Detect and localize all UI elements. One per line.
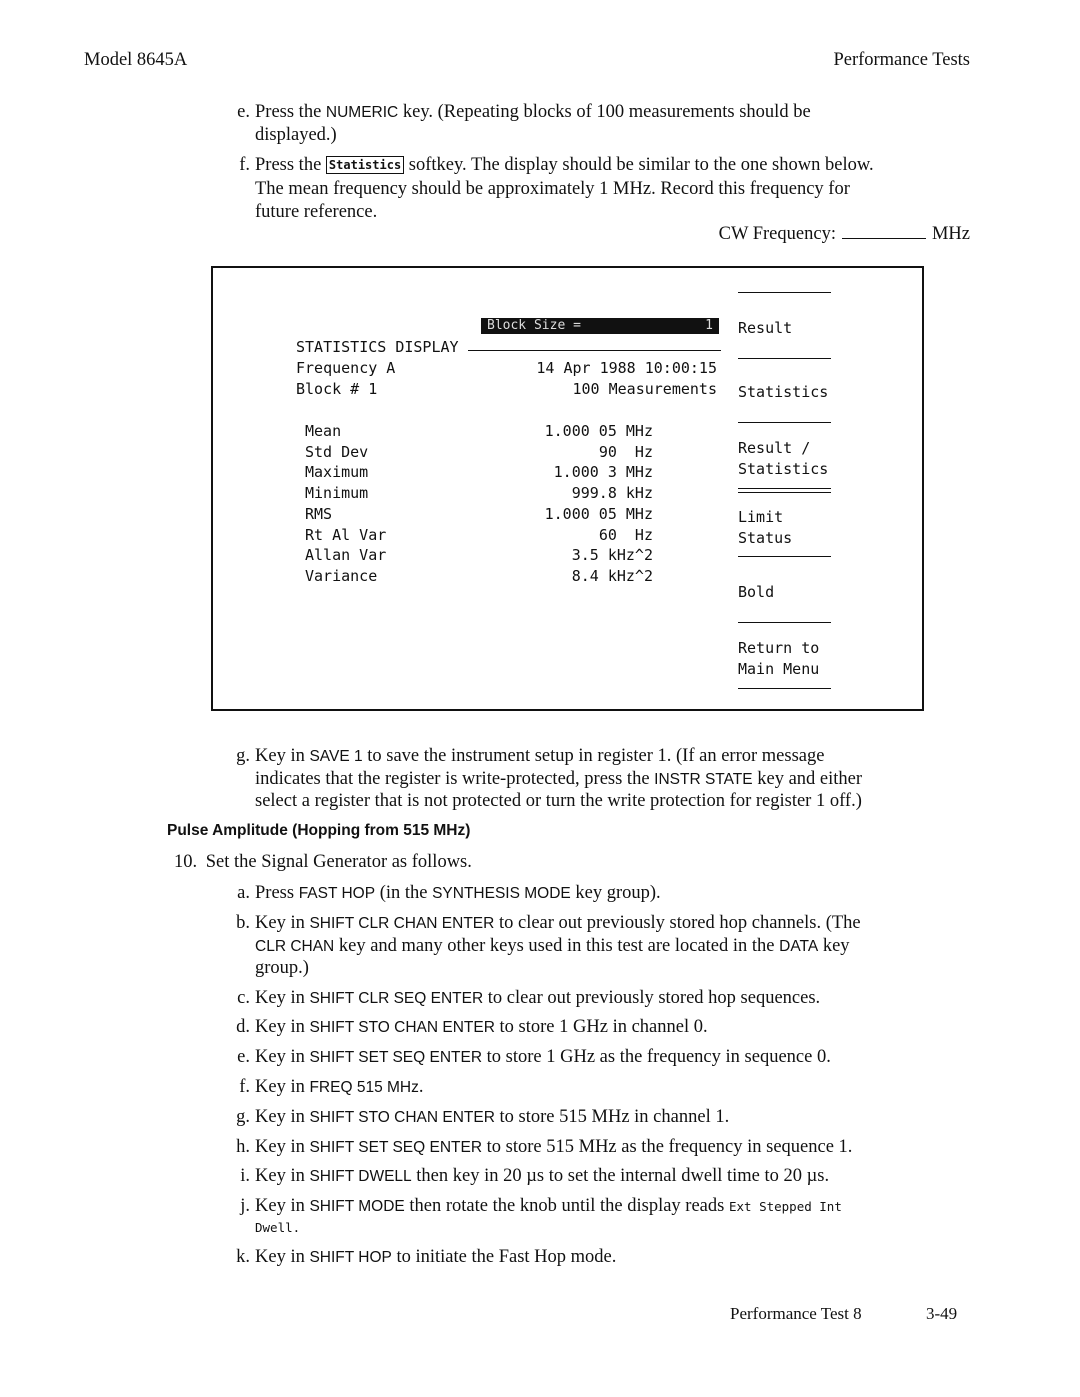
header-section: Performance Tests (833, 50, 970, 70)
step-label: i. (240, 1166, 250, 1186)
header-model: Model 8645A (84, 50, 188, 70)
statistics-screen (211, 266, 924, 711)
step-text: to clear out previously stored hop channels. (The (494, 913, 861, 933)
stat-value: 3.5 kHz^2 (571, 546, 653, 565)
block-size-bar (481, 318, 719, 334)
cw-frequency-unit: MHz (931, 224, 970, 244)
step-text: to store 515 MHz in channel 1. (494, 1107, 730, 1127)
key-name: FAST HOP (298, 885, 376, 902)
step-text: indicates that the register is write-protected, press the (255, 768, 655, 789)
step-text: key (818, 935, 850, 956)
key-name: NUMERIC (325, 104, 399, 121)
step-text: to clear out previously stored hop sequences. (483, 988, 821, 1008)
key-name: SYNTHESIS MODE (432, 885, 571, 902)
step-text-line (255, 178, 850, 200)
step-label: j. (240, 1196, 250, 1216)
stat-value: 90 Hz (598, 442, 653, 461)
step-text: Dwell. (255, 1220, 301, 1235)
step-label: f. (239, 1077, 250, 1097)
softkey-divider (738, 358, 831, 359)
step-text: Key in (255, 913, 310, 933)
softkey-divider (738, 488, 831, 489)
step-text-line (255, 1016, 708, 1039)
step-text: Key in (255, 1017, 310, 1037)
step-text: Key in (255, 1247, 310, 1267)
step-10 (174, 852, 472, 873)
step-text: to store 1 GHz as the frequency in sequence 0. (482, 1047, 831, 1067)
step-10-text: Set the Signal Generator as follows. (205, 852, 472, 872)
key-name: SHIFT CLR CHAN ENTER (309, 915, 495, 932)
softkey-divider (738, 292, 831, 293)
step-text-line (255, 1076, 423, 1099)
key-name: CLR CHAN (255, 937, 335, 955)
softkey-return-line2: Main Menu (738, 660, 820, 678)
step-label: a. (237, 883, 250, 903)
step-label: f. (239, 155, 250, 175)
step-text: to store 515 MHz as the frequency in sequence 1. (482, 1137, 853, 1157)
step-text: select a register that is not protected or turn the write protection for register 1 off.) (255, 791, 862, 811)
step-text: Key in (255, 1077, 310, 1097)
stat-name: Rt Al Var (305, 525, 387, 544)
step-text: key and many other keys used in this test are located in the (334, 935, 780, 956)
step-text-line (255, 1165, 829, 1188)
step-text: softkey. The display should be similar to the one shown below. (404, 155, 874, 175)
stat-value: 1.000 05 MHz (544, 422, 653, 440)
subheading: Pulse Amplitude (Hopping from 515 MHz) (167, 822, 471, 839)
softkey-result-statistics-line2: Statistics (738, 460, 829, 478)
step-text-line (255, 124, 337, 146)
softkey-bold[interactable]: Bold (738, 583, 775, 601)
softkey-divider (738, 492, 831, 493)
step-text: Key in (255, 1137, 310, 1157)
key-name: DATA (779, 937, 819, 955)
step-text: to save the instrument setup in register 1. (If an error message (362, 746, 825, 766)
step-label: c. (237, 988, 250, 1008)
key-name: INSTR STATE (654, 770, 753, 788)
step-10-label: 10. (174, 852, 198, 872)
step-text: Press the (255, 155, 326, 175)
softkey-return-line1: Return to (738, 639, 820, 657)
footer-test: Performance Test 8 (730, 1304, 862, 1323)
step-text: then rotate the knob until the display reads (404, 1196, 729, 1216)
stat-name: Mean (305, 422, 342, 440)
screen-channel: Frequency A (296, 359, 396, 377)
softkey-limit-status-line2: Status (738, 529, 793, 547)
key-name: SHIFT SET SEQ ENTER (309, 1139, 483, 1156)
softkey-divider (738, 622, 831, 623)
step-label: d. (236, 1017, 250, 1037)
block-size-label: Block Size = (487, 318, 581, 333)
step-text-line (255, 1046, 831, 1069)
stat-value: 1.000 05 MHz (544, 504, 653, 523)
step-text: (in the (375, 883, 433, 903)
stat-value: 999.8 kHz (571, 484, 653, 503)
step-text-line (255, 1246, 616, 1269)
step-text-line (255, 987, 820, 1010)
stat-name: Minimum (305, 484, 369, 503)
statistics-softkey-glyph: Statistics (326, 156, 404, 174)
screen-block: Block # 1 (296, 380, 378, 398)
softkey-statistics[interactable]: Statistics (738, 383, 829, 401)
step-text-line (255, 768, 862, 791)
softkey-divider (738, 688, 831, 689)
key-name: SHIFT SET SEQ ENTER (309, 1049, 483, 1066)
step-text: Key in (255, 746, 310, 766)
step-text: . (418, 1077, 424, 1097)
step-text: Key in (255, 1047, 310, 1067)
step-text: to store 1 GHz in channel 0. (494, 1017, 708, 1037)
step-text-line (255, 957, 309, 979)
title-underline (468, 350, 721, 351)
step-text-line (255, 935, 850, 958)
step-text: Press the (255, 102, 326, 122)
step-label: e. (237, 102, 250, 122)
step-label: g. (236, 1107, 250, 1127)
screen-count: 100 Measurements (572, 380, 717, 398)
stat-value: 8.4 kHz^2 (571, 566, 653, 585)
softkey-result[interactable]: Result (738, 319, 793, 337)
step-text: Key in (255, 1196, 310, 1216)
cw-frequency-label: CW Frequency: (718, 224, 836, 244)
step-text: Key in (255, 988, 310, 1008)
stat-name: Variance (305, 566, 378, 585)
step-text: to initiate the Fast Hop mode. (391, 1247, 617, 1267)
step-text-line (255, 154, 874, 176)
step-text: then key in 20 µs to set the internal dwell time to 20 µs. (411, 1166, 830, 1186)
key-name: SHIFT HOP (309, 1249, 392, 1266)
step-text: key and either (752, 768, 863, 789)
step-text: Key in (255, 1166, 310, 1186)
step-text: future reference. (255, 202, 378, 222)
step-label: h. (236, 1137, 250, 1157)
key-name: SHIFT DWELL (309, 1168, 412, 1185)
softkey-divider (738, 422, 831, 423)
key-name: SHIFT STO CHAN ENTER (309, 1109, 495, 1126)
stat-name: Allan Var (305, 546, 387, 565)
step-text-line (255, 882, 661, 905)
stat-value: 60 Hz (598, 525, 653, 544)
key-name: SHIFT MODE (309, 1198, 405, 1215)
footer-page: 3-49 (926, 1304, 958, 1323)
step-text-line (255, 790, 862, 812)
softkey-divider (738, 556, 831, 557)
step-text: Key in (255, 1107, 310, 1127)
step-label: g. (236, 746, 250, 766)
softkey-limit-status-line1: Limit (738, 508, 784, 526)
step-text: key group). (570, 883, 661, 903)
step-text: The mean frequency should be approximately 1 MHz. Record this frequency for (255, 178, 850, 199)
step-text-line (255, 1136, 852, 1159)
step-text-line (255, 912, 861, 935)
step-text-line (255, 201, 377, 223)
key-name: FREQ 515 MHz (309, 1079, 419, 1096)
step-text: Ext Stepped Int (728, 1199, 842, 1214)
step-label: e. (237, 1047, 250, 1067)
step-text-line (255, 1216, 300, 1239)
softkey-result-statistics-line1: Result / (738, 439, 811, 457)
stat-name: Std Dev (305, 442, 369, 461)
cw-frequency-blank (842, 224, 926, 239)
step-text: displayed.) (255, 125, 337, 145)
step-text-line (255, 1195, 842, 1218)
stat-name: RMS (305, 504, 333, 523)
step-label: b. (236, 913, 250, 933)
key-name: SAVE 1 (309, 748, 363, 765)
step-text-line (255, 745, 824, 768)
step-text-line (255, 1106, 729, 1129)
stat-name: Maximum (305, 463, 369, 482)
stat-value: 1.000 3 MHz (553, 463, 653, 482)
screen-title: STATISTICS DISPLAY (296, 338, 459, 356)
step-text: Press (255, 883, 299, 903)
step-text: group.) (255, 958, 309, 978)
cw-frequency (719, 224, 970, 245)
step-text: key. (Repeating blocks of 100 measurements should be (398, 102, 811, 122)
key-name: SHIFT STO CHAN ENTER (309, 1019, 495, 1036)
screen-date: 14 Apr 1988 10:00:15 (536, 359, 717, 377)
key-name: SHIFT CLR SEQ ENTER (309, 990, 484, 1007)
block-size-value: 1 (705, 318, 713, 333)
step-label: k. (236, 1247, 250, 1267)
step-text-line (255, 101, 811, 124)
